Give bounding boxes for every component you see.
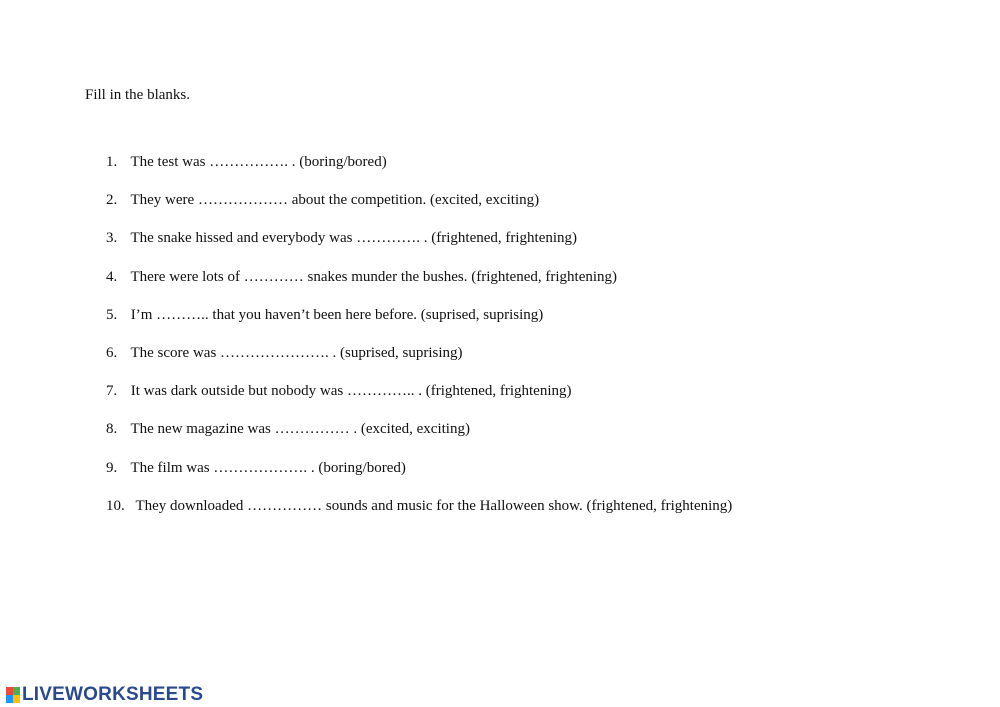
question-number: 10. [106,497,125,514]
question-item [106,228,966,266]
question-number: 5. [106,306,118,323]
question-number: 2. [106,192,118,209]
question-number: 9. [106,459,118,476]
question-number: 8. [106,421,118,438]
instruction-text: Fill in the blanks. [85,87,190,103]
question-item [106,419,966,457]
question-number: 7. [106,383,118,400]
question-number: 4. [106,268,118,285]
question-text: The score was …………………. . (suprised, suprising) [130,344,463,361]
question-list [106,152,966,534]
question-item [106,458,966,496]
question-text: The test was ……………. . (boring/bored) [130,154,387,170]
question-text: They were ……………… about the competition. (excited, exciting) [130,192,540,209]
question-text: It was dark outside but nobody was ………….. . (frightened, frightening) [130,383,572,400]
question-number: 6. [106,344,118,361]
liveworksheets-logo-icon [6,687,20,703]
question-item [106,496,966,534]
question-number: 3. [106,230,118,247]
question-item [106,152,966,190]
question-text: The film was ………………. . (boring/bored) [130,459,406,476]
logo-square-green [13,687,20,695]
question-text: They downloaded …………… sounds and music for the Halloween show. (frightened, frightening) [135,497,733,514]
question-number: 1. [106,154,118,170]
logo-square-red [6,687,13,695]
logo-square-yellow [13,695,20,703]
question-text: The snake hissed and everybody was …………. . (frightened, frightening) [130,230,578,247]
question-item [106,190,966,228]
question-item [106,305,966,343]
brand-name: LIVEWORKSHEETS [22,684,204,705]
question-text: The new magazine was …………… . (excited, exciting) [130,421,470,438]
question-item [106,343,966,381]
logo-square-blue [6,695,13,703]
question-item [106,267,966,305]
question-item [106,381,966,419]
liveworksheets-brand[interactable] [6,683,203,707]
question-text: I’m ……….. that you haven’t been here before. (suprised, suprising) [130,306,544,323]
question-text: There were lots of ………… snakes munder the bushes. (frightened, frightening) [130,268,618,285]
